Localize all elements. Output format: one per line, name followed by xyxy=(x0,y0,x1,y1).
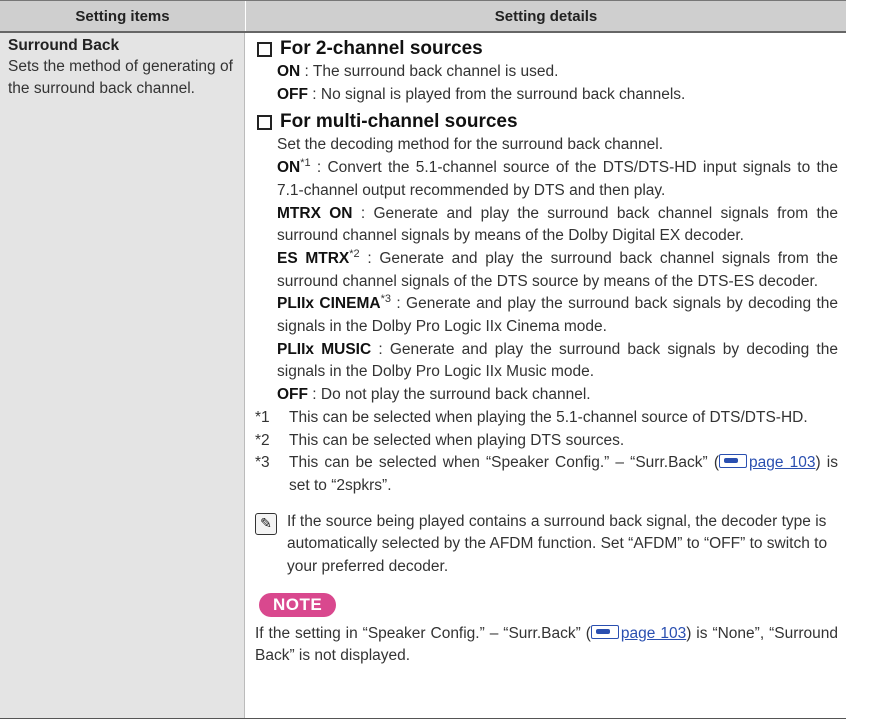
option-off-multi: OFF : Do not play the surround back channel. xyxy=(277,386,591,404)
option-es-mtrx: ES MTRX$^{*2}$ : Generate and play the surround back channel signals from the surround channel signals of the DTS source by means of the DTS-ES decoder. xyxy=(277,247,838,290)
header-setting-details: Setting details xyxy=(494,7,598,25)
note-text: If the setting in “Speaker Config.” – “Surr.Back” ( page 103) is “None”, “Surround Back” is not displayed. xyxy=(255,624,838,665)
footnote-1: *1 This can be selected when playing the 5.1-channel source of DTS/DTS-HD. xyxy=(255,408,808,426)
table-header xyxy=(0,0,846,33)
section-heading-2ch xyxy=(255,37,838,61)
option-plIIx-music: PLIIx MUSIC : Generate and play the surround back signals by decoding the signals in the Dolby Pro Logic IIx Music mode. xyxy=(277,340,838,381)
checkbox-square-icon xyxy=(257,115,272,130)
pencil-icon: ✎ xyxy=(255,513,277,535)
page-reference-icon xyxy=(719,454,747,468)
setting-item-cell xyxy=(0,33,245,718)
footnote-3: *3 This can be selected when “Speaker Config.” – “Surr.Back” ( page 103) is set to “2spkrs”. xyxy=(255,454,838,494)
checkbox-square-icon xyxy=(257,42,272,57)
multi-intro: Set the decoding method for the surround back channel. xyxy=(277,136,664,154)
tip-text: If the source being played contains a surround back signal, the decoder type is automatically selected by the AFDM function. Set “AFDM” to “OFF” to switch to your preferred decoder. xyxy=(287,512,828,576)
page-103-link-note[interactable]: page 103 xyxy=(591,625,686,642)
note-badge: NOTE xyxy=(259,593,336,617)
footnote-2: *2 This can be selected when playing DTS sources. xyxy=(255,431,625,449)
section-heading-multi-text: For multi-channel sources xyxy=(280,111,518,133)
option-plIIx-cinema: PLIIx CINEMA$^{*3}$ : Generate and play the surround back signals by decoding the signals in the Dolby Pro Logic IIx Cinema mode. xyxy=(277,293,839,336)
option-off-2ch: OFF : No signal is played from the surround back channels. xyxy=(277,85,686,103)
page-103-link[interactable]: page 103 xyxy=(719,454,815,471)
setting-item-title: Surround Back xyxy=(8,37,120,54)
header-setting-items: Setting items xyxy=(0,1,246,31)
section-heading-2ch-text: For 2-channel sources xyxy=(280,38,483,59)
section-heading-multi xyxy=(255,110,838,134)
option-on-2ch: ON : The surround back channel is used. xyxy=(277,63,559,80)
tip-block xyxy=(255,511,838,579)
page-reference-icon xyxy=(591,625,619,639)
option-mtrx-on: MTRX ON : Generate and play the surround back channel signals from the surround channel signals by means of the Dolby Digital EX decoder. xyxy=(277,204,838,245)
option-on-multi: ON$^{*1}$ : Convert the 5.1-channel source of the DTS/DTS-HD input signals to the 7.1-channel output recommended by DTS and then play. xyxy=(277,156,838,199)
setting-item-description: Sets the method of generating of the surround back channel. xyxy=(8,58,233,97)
table-body xyxy=(0,33,846,718)
setting-details-cell xyxy=(245,33,846,718)
